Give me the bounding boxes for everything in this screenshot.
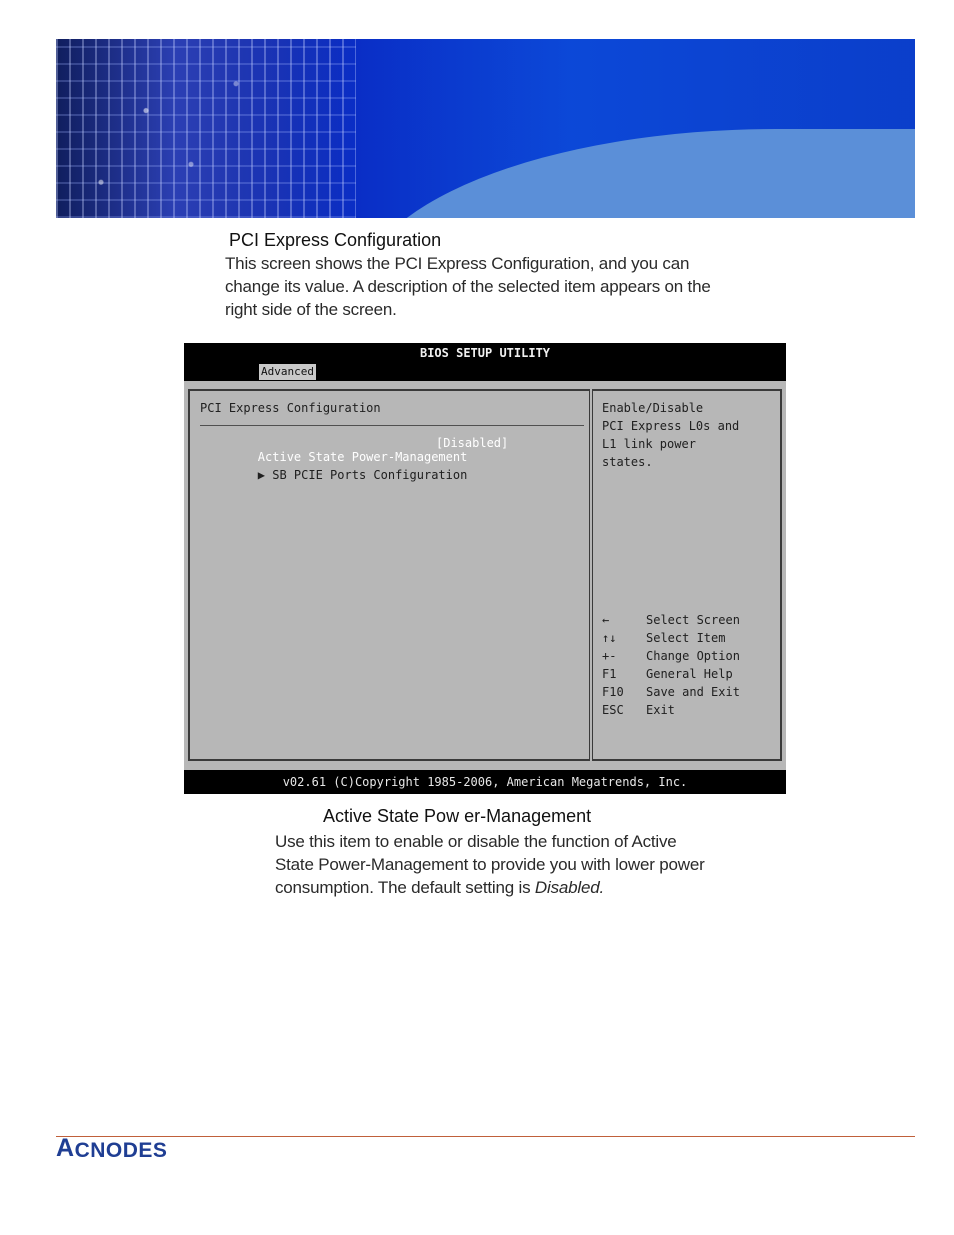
intro-line: change its value. A description of the selected item appears on the [225, 277, 711, 296]
key-name: F1 [602, 667, 617, 681]
circuit-board-graphic [56, 39, 356, 218]
key-name: F10 [602, 685, 624, 699]
key-desc: Save and Exit [646, 685, 740, 699]
option-line [275, 876, 705, 899]
intro-line: right side of the screen. [225, 300, 397, 319]
key-desc: Select Item [646, 631, 726, 645]
logo-text: NODES [90, 1139, 168, 1162]
bios-panel-title: PCI Express Configuration [200, 401, 381, 415]
logo-letter: C [74, 1139, 91, 1162]
option-title: Active State Pow er-Management [323, 806, 592, 826]
key-desc: General Help [646, 667, 733, 681]
option-line: State Power-Management to provide you with lower power [275, 855, 705, 874]
bios-copyright: v02.61 (C)Copyright 1985-2006, American Megatrends, Inc. [282, 775, 688, 789]
bios-help-panel [592, 389, 782, 761]
option-description [275, 830, 705, 899]
section-intro [225, 252, 711, 321]
intro-line: This screen shows the PCI Express Configuration, and you can [225, 254, 690, 273]
acnodes-logo [56, 1134, 168, 1163]
key-name: ESC [602, 703, 624, 717]
key-name: ← [602, 613, 610, 627]
option-default-value: Disabled. [534, 878, 604, 897]
bios-item-value[interactable]: [Disabled] [436, 436, 509, 450]
bios-item-sb-pcie-ports[interactable] [200, 454, 467, 496]
key-desc: Change Option [646, 649, 740, 663]
logo-letter: A [56, 1134, 75, 1162]
bios-item-label: Active State Power-Management [257, 450, 468, 464]
key-name: ↑↓ [602, 631, 617, 645]
help-text-line: Enable/Disable [602, 401, 704, 415]
key-desc: Select Screen [646, 613, 740, 627]
section-title: PCI Express Configuration [229, 230, 442, 250]
bios-settings-panel [188, 389, 590, 761]
key-desc: Exit [646, 703, 675, 717]
bios-tab-bar [184, 363, 786, 381]
help-text-line: PCI Express L0s and [602, 419, 740, 433]
help-text-line: L1 link power [602, 437, 696, 451]
bios-item-label: ▶ SB PCIE Ports Configuration [257, 468, 468, 482]
option-line-text: consumption. The default setting is [275, 878, 535, 897]
option-line: Use this item to enable or disable the function of Active [275, 832, 677, 851]
bios-title: BIOS SETUP UTILITY [419, 346, 551, 360]
bios-divider [200, 425, 584, 426]
header-banner [56, 39, 915, 218]
help-text-line: states. [602, 455, 653, 469]
tab-advanced[interactable]: Advanced [261, 365, 314, 378]
footer-rule [56, 1136, 915, 1137]
bios-screenshot [184, 343, 786, 794]
bios-main-frame [184, 381, 786, 770]
key-name: +- [602, 649, 617, 663]
